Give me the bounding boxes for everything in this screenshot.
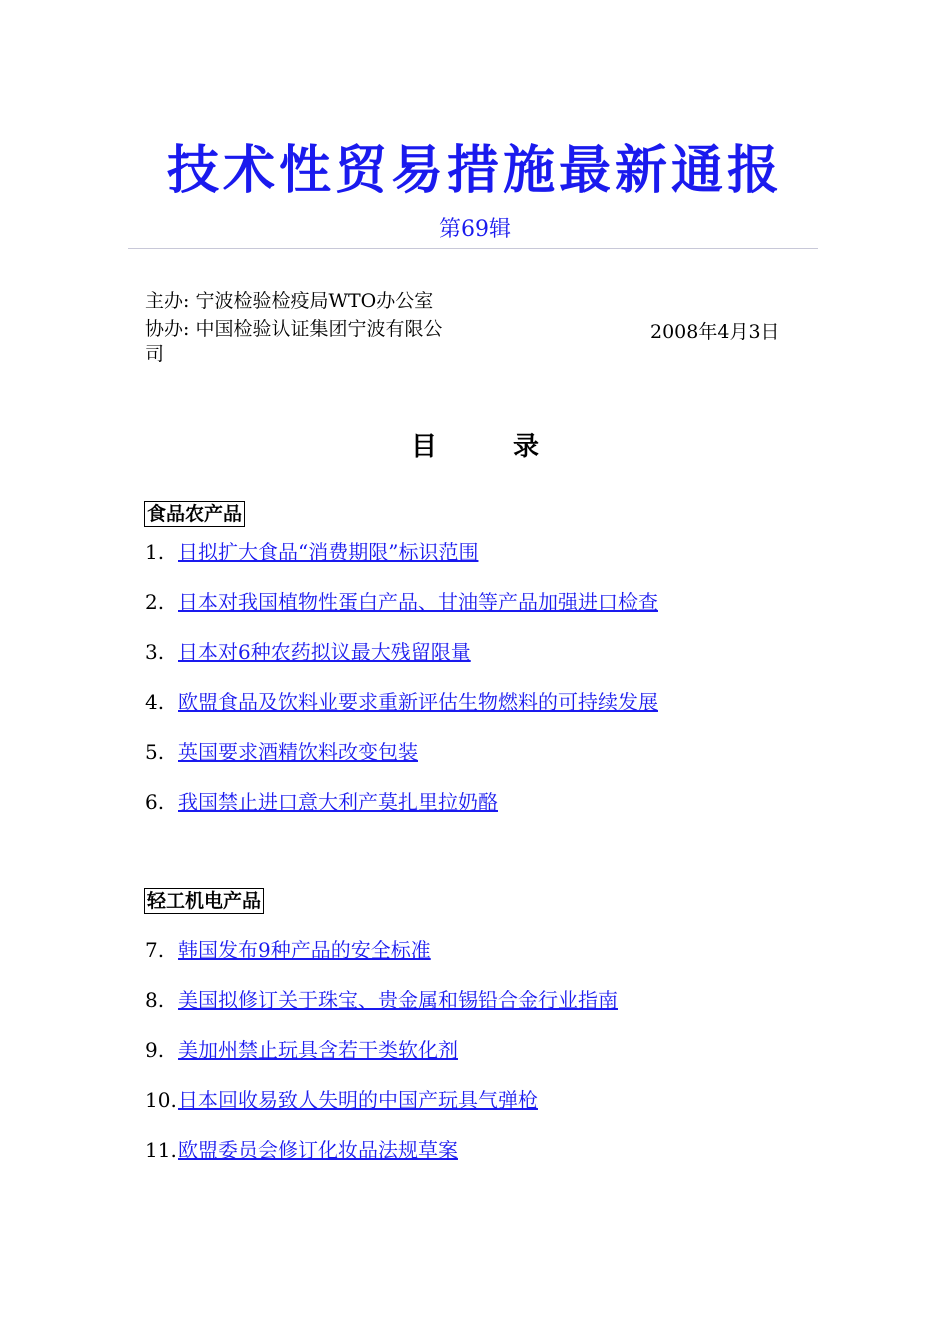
toc-item-link[interactable]: 日本对6种农药拟议最大残留限量	[178, 640, 471, 664]
co-sponsor-line: 协办: 中国检验认证集团宁波有限公	[145, 318, 443, 340]
toc-item-number: 6.	[145, 790, 165, 814]
toc-heading-char: 目	[410, 432, 437, 462]
toc-item-link[interactable]: 英国要求酒精饮料改变包装	[178, 740, 418, 764]
toc-item-link[interactable]: 韩国发布9种产品的安全标准	[178, 938, 431, 962]
toc-item	[145, 789, 498, 815]
toc-item-number: 3.	[145, 640, 165, 664]
toc-item-number: 7.	[145, 938, 165, 962]
toc-item	[145, 689, 658, 715]
toc-item	[145, 1087, 538, 1113]
section-heading-food: 食品农产品	[144, 501, 245, 527]
publish-date: 2008年4月3日	[650, 321, 780, 343]
toc-item-link[interactable]: 我国禁止进口意大利产莫扎里拉奶酪	[178, 790, 498, 814]
toc-item	[145, 639, 471, 665]
toc-item-link[interactable]: 日本回收易致人失明的中国产玩具气弹枪	[178, 1088, 538, 1112]
toc-item-link[interactable]: 美加州禁止玩具含若干类软化剂	[178, 1038, 458, 1062]
section-heading-light-industry: 轻工机电产品	[144, 888, 264, 914]
toc-item	[145, 987, 618, 1013]
header-divider	[128, 248, 818, 249]
toc-item-link[interactable]: 美国拟修订关于珠宝、贵金属和锡铅合金行业指南	[178, 988, 618, 1012]
co-sponsor-line-cont: 司	[145, 343, 165, 365]
toc-item-link[interactable]: 日拟扩大食品“消费期限”标识范围	[178, 540, 479, 564]
toc-item-number: 9.	[145, 1038, 165, 1062]
toc-item-link[interactable]: 欧盟委员会修订化妆品法规草案	[178, 1138, 458, 1162]
toc-item	[145, 589, 658, 615]
toc-item	[145, 739, 418, 765]
sponsor-line: 主办: 宁波检验检疫局WTO办公室	[145, 290, 434, 312]
toc-item-number: 5.	[145, 740, 165, 764]
toc-item-number: 10.	[145, 1088, 177, 1112]
toc-item-link[interactable]: 日本对我国植物性蛋白产品、甘油等产品加强进口检查	[178, 590, 658, 614]
toc-heading	[0, 426, 950, 463]
toc-item-number: 2.	[145, 590, 165, 614]
toc-item-number: 11.	[145, 1138, 177, 1162]
toc-item-number: 4.	[145, 690, 165, 714]
toc-item	[145, 1037, 458, 1063]
bulletin-title: 技术性贸易措施最新通报	[166, 141, 783, 201]
toc-item-link[interactable]: 欧盟食品及饮料业要求重新评估生物燃料的可持续发展	[178, 690, 658, 714]
issue-number: 第69辑	[439, 217, 511, 242]
toc-item-number: 1.	[145, 540, 165, 564]
toc-item-number: 8.	[145, 988, 165, 1012]
toc-item	[145, 937, 431, 963]
toc-heading-char: 录	[513, 432, 540, 462]
toc-item	[145, 539, 478, 565]
toc-item	[145, 1137, 458, 1163]
